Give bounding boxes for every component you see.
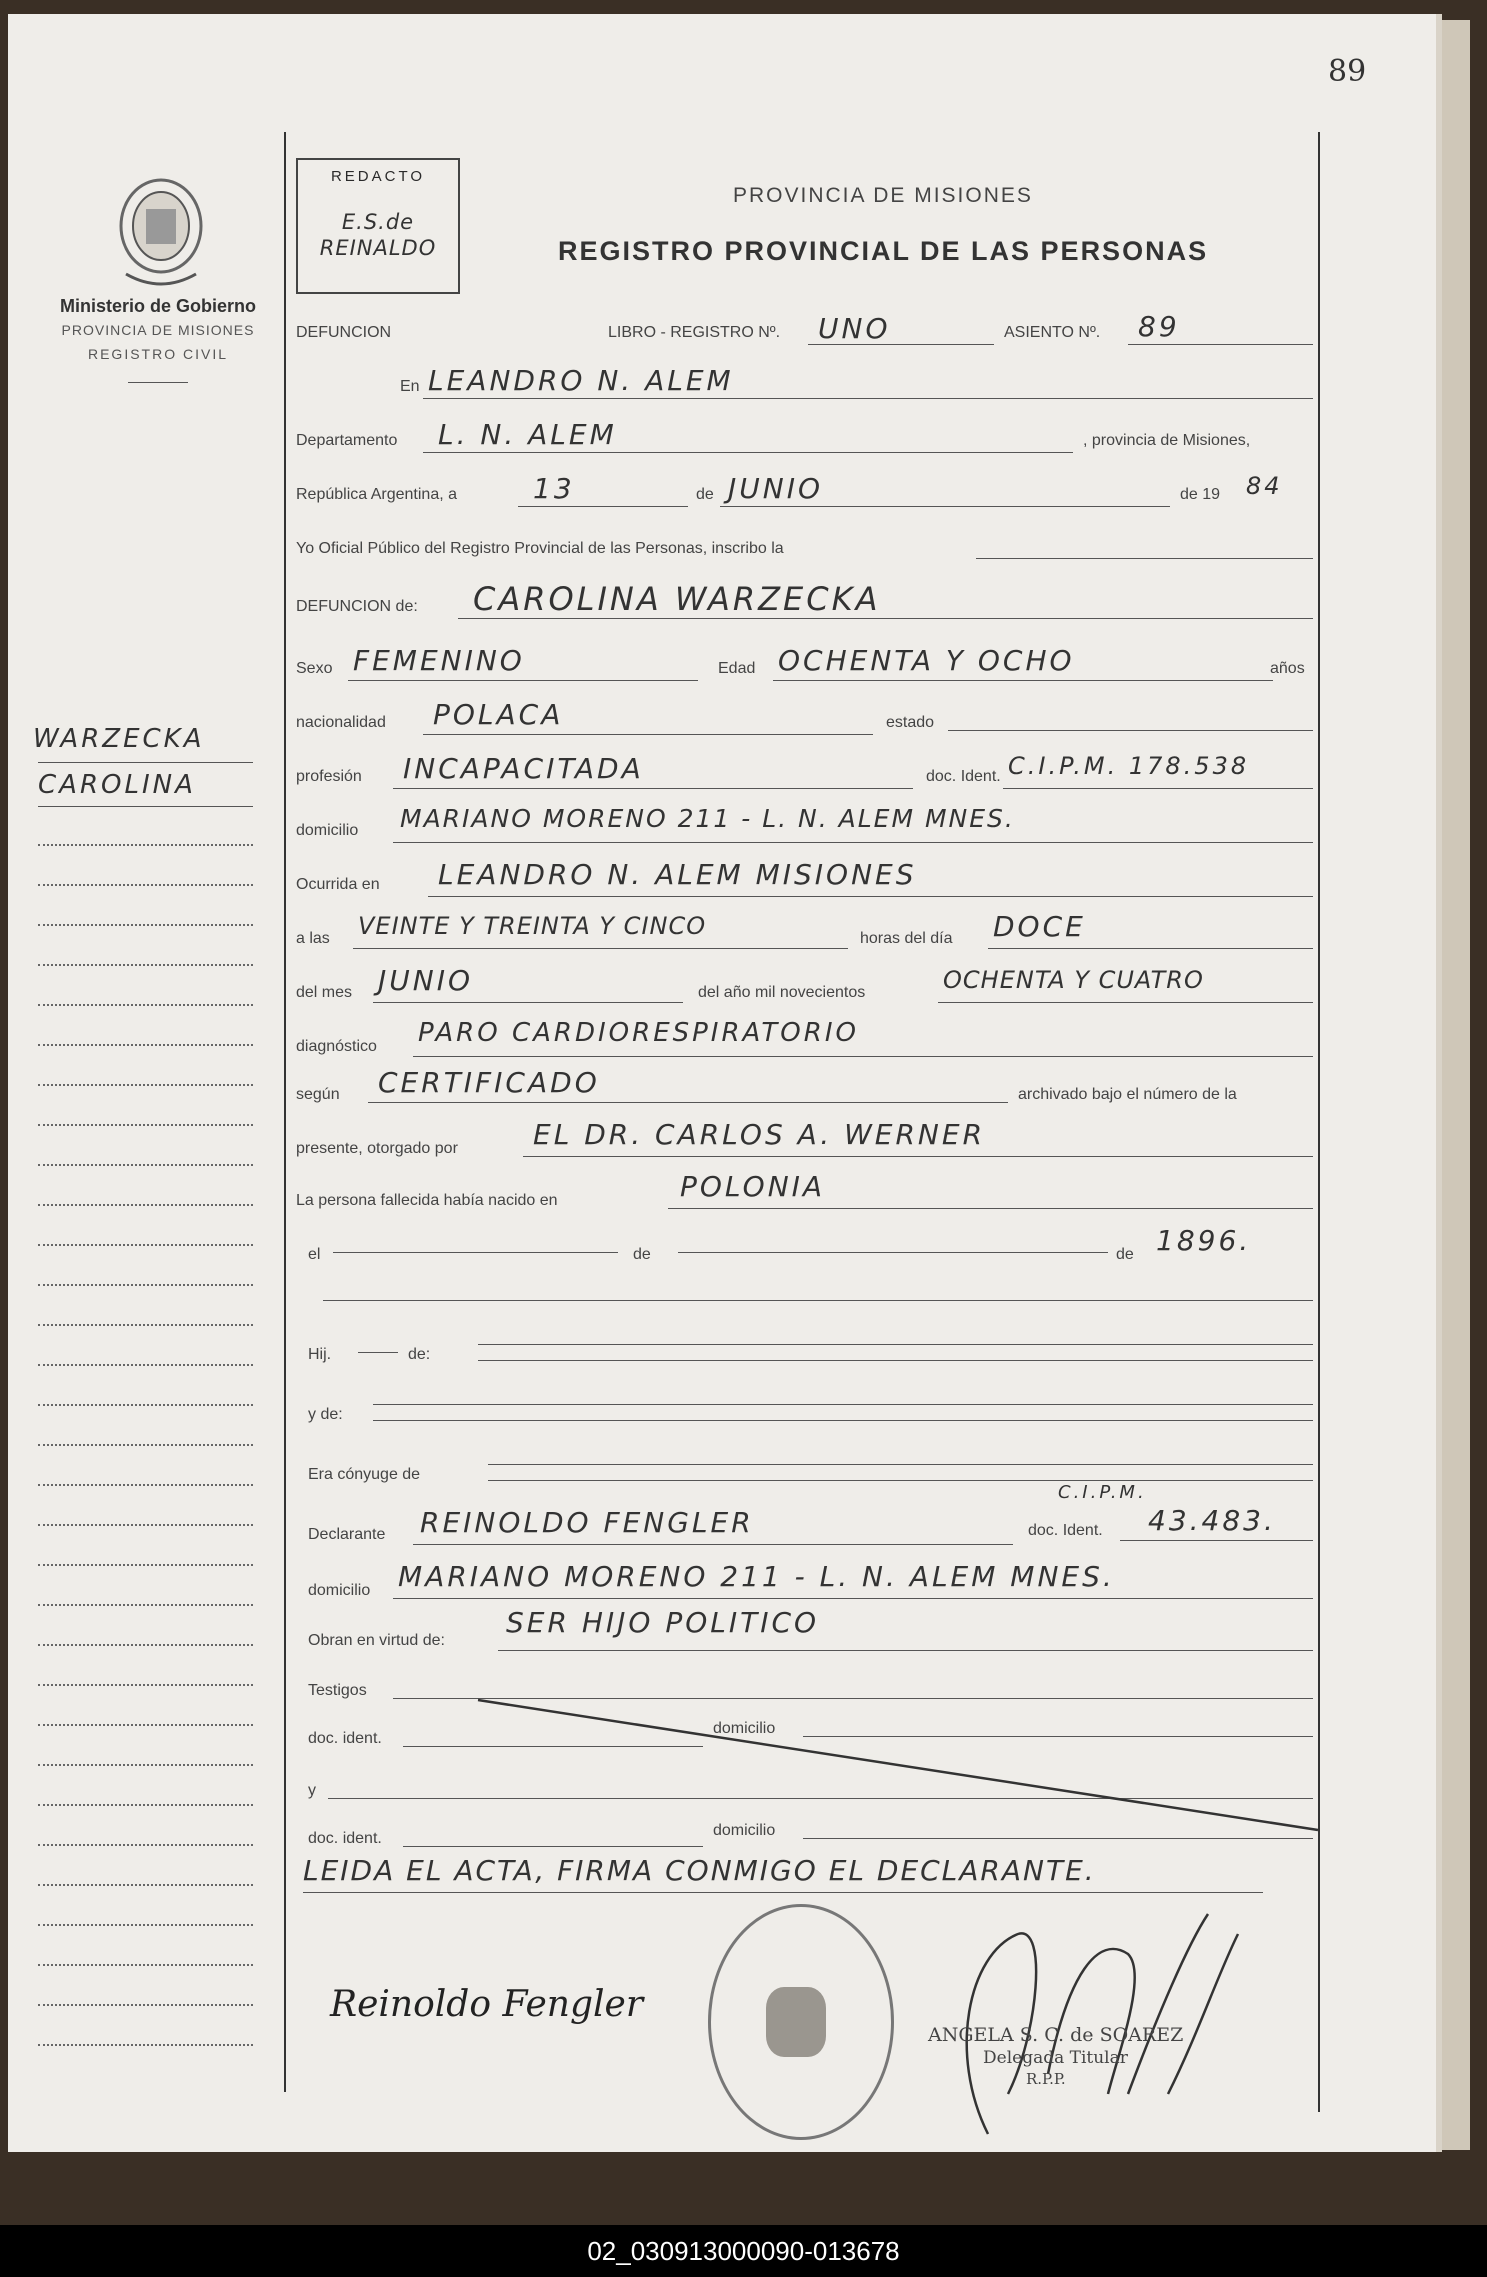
label-domicilio2: domicilio (308, 1582, 371, 1599)
label-provincia: , provincia de Misiones, (1083, 432, 1251, 449)
margin-ruled-line (38, 1804, 253, 1806)
line-en (423, 398, 1313, 399)
margin-ruled-line (38, 844, 253, 846)
value-nacionalidad: POLACA (433, 698, 564, 731)
label-domicilio3: domicilio (713, 1720, 776, 1737)
line-defuncion-de (458, 618, 1313, 619)
label-del-ano: del año mil novecientos (698, 984, 866, 1001)
label-doc-ident2: doc. Ident. (1028, 1522, 1103, 1539)
value-dia: 13 (533, 472, 575, 505)
value-ocurrida: LEANDRO N. ALEM MISIONES (438, 858, 917, 891)
value-sexo: FEMENINO (353, 644, 525, 677)
official-title: Delegada Titular (983, 2048, 1128, 2068)
line-leida (303, 1892, 1263, 1893)
value-defuncion-de: CAROLINA WARZECKA (473, 580, 881, 618)
line-segun (368, 1102, 1008, 1103)
line-mes (720, 506, 1170, 507)
line-otorgado-por (523, 1156, 1313, 1157)
label-nacido-en: La persona fallecida había nacido en (296, 1192, 558, 1209)
line-y-de-2 (373, 1420, 1313, 1421)
label-hij: Hij. (308, 1346, 332, 1363)
value-obran: SER HIJO POLITICO (506, 1606, 820, 1639)
line-conyuge-2 (488, 1480, 1313, 1481)
margin-ruled-line (38, 1124, 253, 1126)
label-diagnostico: diagnóstico (296, 1038, 377, 1055)
line-declarante (413, 1544, 1013, 1545)
page-number: 89 (1328, 54, 1367, 89)
value-anio: 84 (1246, 472, 1283, 500)
margin-given: CAROLINA (38, 770, 196, 800)
redacto-value: E.S.de REINALDO (319, 210, 437, 260)
value-segun: CERTIFICADO (378, 1066, 600, 1099)
line-dia (518, 506, 688, 507)
margin-ruled-line (38, 1004, 253, 1006)
footer-id: 02_030913000090-013678 (0, 2225, 1487, 2277)
value-anio-nac: 1896. (1156, 1224, 1252, 1257)
margin-ruled-line (38, 1924, 253, 1926)
label-horas-del-dia: horas del día (860, 930, 953, 947)
value-dia-texto: DOCE (993, 910, 1086, 943)
label-segun: según (296, 1086, 340, 1103)
header-registry: REGISTRO PROVINCIAL DE LAS PERSONAS (558, 236, 1209, 266)
label-republica: República Argentina, a (296, 486, 457, 503)
label-en: En (400, 378, 420, 395)
label-declarante: Declarante (308, 1526, 386, 1543)
label-de2: de (633, 1246, 651, 1263)
line-y-de (373, 1404, 1313, 1405)
declarante-signature: Reinoldo Fengler (330, 1984, 644, 2025)
margin-ruled-line (38, 1084, 253, 1086)
line-dia-texto (988, 948, 1313, 949)
margin-ruled-line (38, 964, 253, 966)
line-decl-doc (1120, 1540, 1313, 1541)
line-libro (808, 344, 994, 345)
strike-line (468, 1690, 1328, 1840)
line-domicilio (393, 842, 1313, 843)
margin-ruled-line (38, 2044, 253, 2046)
margin-ruled-line (38, 1244, 253, 1246)
value-doc: C.I.P.M. 178.538 (1008, 752, 1250, 780)
redacto-label: REDACTO (330, 168, 426, 185)
label-hij-de: de: (408, 1346, 431, 1363)
label-sexo: Sexo (296, 660, 333, 677)
label-asiento: ASIENTO Nº. (1004, 324, 1101, 341)
line-edad (773, 680, 1273, 681)
line-mes-texto (373, 1002, 683, 1003)
label-a-las: a las (296, 930, 330, 947)
label-archivado: archivado bajo el número de la (1018, 1086, 1237, 1103)
margin-ruled-line (38, 924, 253, 926)
official-abbr: R.P.P. (1026, 2070, 1066, 2088)
margin-ruled-line (38, 1524, 253, 1526)
label-yo-oficial: Yo Oficial Público del Registro Provincial de las Personas, inscribo la (296, 540, 784, 557)
official-name: ANGELA S. C. de SOAREZ (928, 2024, 1184, 2046)
value-mes: JUNIO (728, 472, 823, 505)
line-hij (358, 1352, 398, 1353)
label-el: el (308, 1246, 321, 1263)
label-doc-ident3: doc. ident. (308, 1730, 382, 1747)
margin-ruled-line (38, 1684, 253, 1686)
label-y: y (308, 1782, 316, 1799)
label-doc-ident4: doc. ident. (308, 1830, 382, 1847)
value-domicilio: MARIANO MORENO 211 - L. N. ALEM MNES. (400, 804, 1015, 833)
label-y-de: y de: (308, 1406, 343, 1423)
redacto-box (296, 158, 460, 294)
registry-seal (708, 1904, 894, 2140)
value-anio-texto: OCHENTA Y CUATRO (943, 966, 1204, 994)
value-edad: OCHENTA Y OCHO (778, 644, 1075, 677)
line-asiento (1128, 344, 1313, 345)
line-anio-texto (938, 1002, 1313, 1003)
header-province: PROVINCIA DE MISIONES (733, 184, 1033, 207)
label-obran: Obran en virtud de: (308, 1632, 445, 1649)
value-decl-doc-prefix: C.I.P.M. (1058, 1482, 1147, 1503)
value-departamento: L. N. ALEM (438, 418, 617, 451)
value-decl-domicilio: MARIANO MORENO 211 - L. N. ALEM MNES. (398, 1560, 1115, 1593)
margin-ruled-line (38, 1044, 253, 1046)
line-nacido-en (668, 1208, 1313, 1209)
value-en: LEANDRO N. ALEM (428, 364, 734, 397)
margin-ruled-line (38, 884, 253, 886)
label-del-mes: del mes (296, 984, 353, 1001)
margin-ruled-line (38, 1844, 253, 1846)
margin-ruled-line (38, 1964, 253, 1966)
line-obran (498, 1650, 1313, 1651)
value-otorgado-por: EL DR. CARLOS A. WERNER (533, 1118, 986, 1151)
margin-ruled-line (38, 1484, 253, 1486)
ministry-rule (128, 382, 188, 383)
line-doc-ident4 (403, 1846, 703, 1847)
value-diagnostico: PARO CARDIORESPIRATORIO (418, 1018, 859, 1048)
label-defuncion-de: DEFUNCION de: (296, 598, 418, 615)
label-libro: LIBRO - REGISTRO Nº. (608, 324, 781, 341)
margin-line (38, 762, 253, 763)
margin-surname: WARZECKA (33, 724, 205, 754)
label-anos: años (1270, 660, 1305, 677)
value-decl-doc: 43.483. (1148, 1504, 1276, 1537)
label-domicilio: domicilio (296, 822, 359, 839)
label-ocurrida: Ocurrida en (296, 876, 380, 893)
margin-divider (284, 132, 286, 2092)
value-asiento: 89 (1138, 310, 1180, 343)
margin-line (38, 806, 253, 807)
ministry-name: Ministerio de Gobierno (59, 296, 256, 316)
line-nacionalidad (423, 734, 873, 735)
line-hij-de-2 (478, 1360, 1313, 1361)
margin-ruled-line (38, 1644, 253, 1646)
label-estado: estado (886, 714, 935, 731)
value-mes-texto: JUNIO (378, 964, 473, 997)
label-domicilio4: domicilio (713, 1822, 776, 1839)
label-de1: de (696, 486, 714, 503)
label-doc-ident: doc. Ident. (926, 768, 1001, 785)
label-edad: Edad (718, 660, 756, 677)
margin-ruled-line (38, 1444, 253, 1446)
label-profesion: profesión (296, 768, 362, 785)
label-nacionalidad: nacionalidad (296, 714, 386, 731)
margin-ruled-line (38, 1564, 253, 1566)
line-sexo (348, 680, 698, 681)
label-departamento: Departamento (296, 432, 398, 449)
margin-ruled-line (38, 1604, 253, 1606)
label-de3: de (1116, 1246, 1134, 1263)
value-declarante: REINOLDO FENGLER (420, 1506, 754, 1539)
line-de2 (678, 1252, 1108, 1253)
label-presente: presente, otorgado por (296, 1140, 458, 1157)
margin-ruled-line (38, 1204, 253, 1206)
line-a-las (353, 948, 848, 949)
line-hij-de (478, 1344, 1313, 1345)
margin-ruled-line (38, 1884, 253, 1886)
line-blank (323, 1300, 1313, 1301)
margin-ruled-line (38, 2004, 253, 2006)
label-conyuge: Era cónyuge de (308, 1466, 421, 1483)
line-estado (948, 730, 1313, 731)
label-defuncion: DEFUNCION (296, 324, 392, 341)
margin-ruled-line (38, 1364, 253, 1366)
line-conyuge (488, 1464, 1313, 1465)
value-profesion: INCAPACITADA (403, 752, 644, 785)
label-de-19: de 19 (1180, 486, 1221, 503)
ministry-office: REGISTRO CIVIL (87, 346, 229, 362)
line-ocurrida (428, 896, 1313, 897)
margin-ruled-line (38, 1724, 253, 1726)
crest-icon (106, 164, 216, 294)
label-testigos: Testigos (308, 1682, 367, 1699)
ministry-province: PROVINCIA DE MISIONES (61, 322, 255, 338)
line-doc (1003, 788, 1313, 789)
line-diagnostico (413, 1056, 1313, 1057)
value-leida: LEIDA EL ACTA, FIRMA CONMIGO EL DECLARANTE. (303, 1854, 1096, 1887)
margin-ruled-line (38, 1404, 253, 1406)
margin-ruled-line (38, 1284, 253, 1286)
value-nacido-en: POLONIA (680, 1170, 826, 1203)
margin-ruled-line (38, 1324, 253, 1326)
value-libro: UNO (818, 312, 891, 345)
value-a-las: VEINTE Y TREINTA Y CINCO (358, 912, 707, 940)
margin-ruled-line (38, 1764, 253, 1766)
document-page (8, 14, 1442, 2152)
line-profesion (393, 788, 913, 789)
line-departamento (423, 452, 1073, 453)
margin-ruled-line (38, 1164, 253, 1166)
line-yo-oficial (976, 558, 1313, 559)
line-decl-domicilio (393, 1598, 1313, 1599)
line-el (333, 1252, 618, 1253)
